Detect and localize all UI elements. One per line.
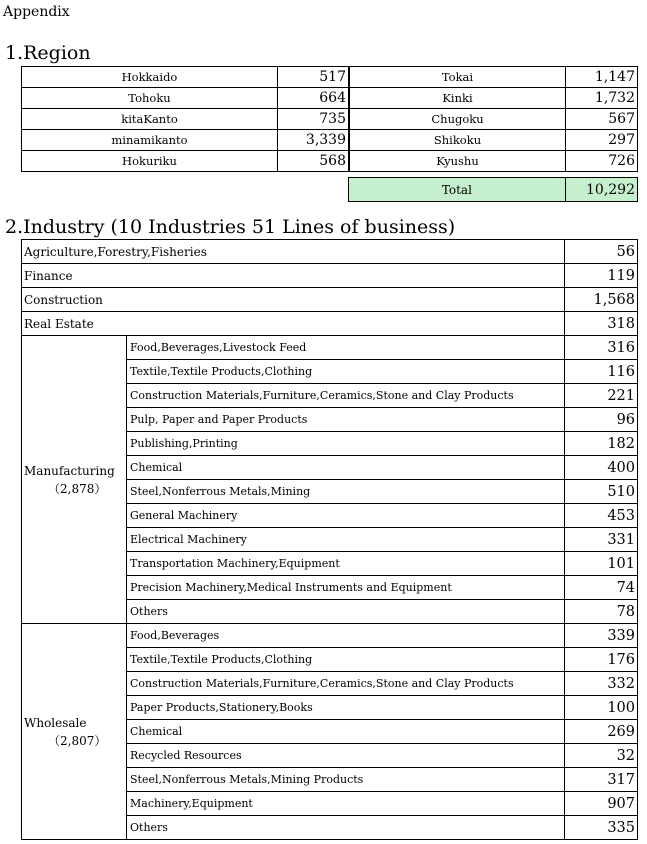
total-row [349,178,638,202]
line-of-business-name: Steel,Nonferrous Metals,Mining [127,480,565,504]
line-of-business-name: Precision Machinery,Medical Instruments and Equipment [127,576,565,600]
line-of-business-name: Recycled Resources [127,744,565,768]
line-of-business-value: 335 [565,816,638,840]
region-name: Hokuriku [22,151,278,172]
region-value: 1,732 [566,88,638,109]
line-of-business-name: Construction Materials,Furniture,Ceramics,Stone and Clay Products [127,384,565,408]
line-of-business-value: 32 [565,744,638,768]
line-of-business-name: Paper Products,Stationery,Books [127,696,565,720]
region-value: 297 [566,130,638,151]
appendix-label: Appendix [3,4,70,20]
industry-heading: 2.Industry (10 Industries 51 Lines of business) [5,216,456,238]
manufacturing-group-cell [22,336,127,624]
region-value: 3,339 [278,130,349,151]
industry-name: Construction [22,288,565,312]
industry-value: 318 [565,312,638,336]
region-row [22,130,349,151]
region-row [350,67,638,88]
manufacturing-group-name: Manufacturing [24,463,115,478]
region-value: 726 [566,151,638,172]
region-row [22,109,349,130]
industry-row [22,312,638,336]
industry-value: 119 [565,264,638,288]
line-of-business-value: 100 [565,696,638,720]
region-row [22,151,349,172]
line-of-business-value: 907 [565,792,638,816]
line-of-business-name: Textile,Textile Products,Clothing [127,648,565,672]
line-of-business-value: 332 [565,672,638,696]
industry-name: Finance [22,264,565,288]
line-of-business-value: 453 [565,504,638,528]
region-name: minamikanto [22,130,278,151]
region-row [22,67,349,88]
wholesale-group-name: Wholesale [24,715,87,730]
line-of-business-name: Pulp, Paper and Paper Products [127,408,565,432]
line-of-business-value: 74 [565,576,638,600]
industry-row [22,264,638,288]
industry-line-row [22,624,638,648]
region-name: Shikoku [350,130,566,151]
line-of-business-value: 510 [565,480,638,504]
industry-row [22,240,638,264]
region-row [350,130,638,151]
total-value: 10,292 [565,178,637,202]
line-of-business-name: Transportation Machinery,Equipment [127,552,565,576]
region-value: 567 [566,109,638,130]
industry-table [21,239,638,840]
line-of-business-value: 317 [565,768,638,792]
wholesale-group-count: （2,807） [48,733,107,748]
line-of-business-value: 116 [565,360,638,384]
region-name: Hokkaido [22,67,278,88]
region-total-table [348,177,638,202]
industry-value: 56 [565,240,638,264]
region-name: Kyushu [350,151,566,172]
region-name: Chugoku [350,109,566,130]
line-of-business-name: Others [127,816,565,840]
line-of-business-value: 182 [565,432,638,456]
line-of-business-value: 176 [565,648,638,672]
wholesale-group-cell [22,624,127,840]
region-row [350,151,638,172]
region-name: Tohoku [22,88,278,109]
line-of-business-name: Textile,Textile Products,Clothing [127,360,565,384]
line-of-business-value: 400 [565,456,638,480]
total-label: Total [349,178,566,202]
industry-name: Agriculture,Forestry,Fisheries [22,240,565,264]
line-of-business-name: Publishing,Printing [127,432,565,456]
line-of-business-name: Construction Materials,Furniture,Ceramics,Stone and Clay Products [127,672,565,696]
manufacturing-group-count: （2,878） [48,481,107,496]
line-of-business-name: Electrical Machinery [127,528,565,552]
region-row [22,88,349,109]
line-of-business-value: 316 [565,336,638,360]
region-name: Kinki [350,88,566,109]
line-of-business-value: 339 [565,624,638,648]
line-of-business-name: Food,Beverages [127,624,565,648]
line-of-business-name: Chemical [127,456,565,480]
region-value: 517 [278,67,349,88]
industry-row [22,288,638,312]
region-value: 664 [278,88,349,109]
line-of-business-value: 269 [565,720,638,744]
region-table-left [21,66,349,172]
region-value: 1,147 [566,67,638,88]
region-value: 735 [278,109,349,130]
line-of-business-value: 101 [565,552,638,576]
line-of-business-value: 96 [565,408,638,432]
region-row [350,88,638,109]
region-name: kitaKanto [22,109,278,130]
region-heading: 1.Region [5,42,91,64]
industry-name: Real Estate [22,312,565,336]
line-of-business-value: 78 [565,600,638,624]
region-value: 568 [278,151,349,172]
line-of-business-value: 221 [565,384,638,408]
line-of-business-name: Food,Beverages,Livestock Feed [127,336,565,360]
line-of-business-name: Chemical [127,720,565,744]
industry-value: 1,568 [565,288,638,312]
region-table-right [349,66,638,172]
line-of-business-name: General Machinery [127,504,565,528]
region-name: Tokai [350,67,566,88]
line-of-business-value: 331 [565,528,638,552]
region-row [350,109,638,130]
line-of-business-name: Machinery,Equipment [127,792,565,816]
line-of-business-name: Steel,Nonferrous Metals,Mining Products [127,768,565,792]
line-of-business-name: Others [127,600,565,624]
industry-line-row [22,336,638,360]
